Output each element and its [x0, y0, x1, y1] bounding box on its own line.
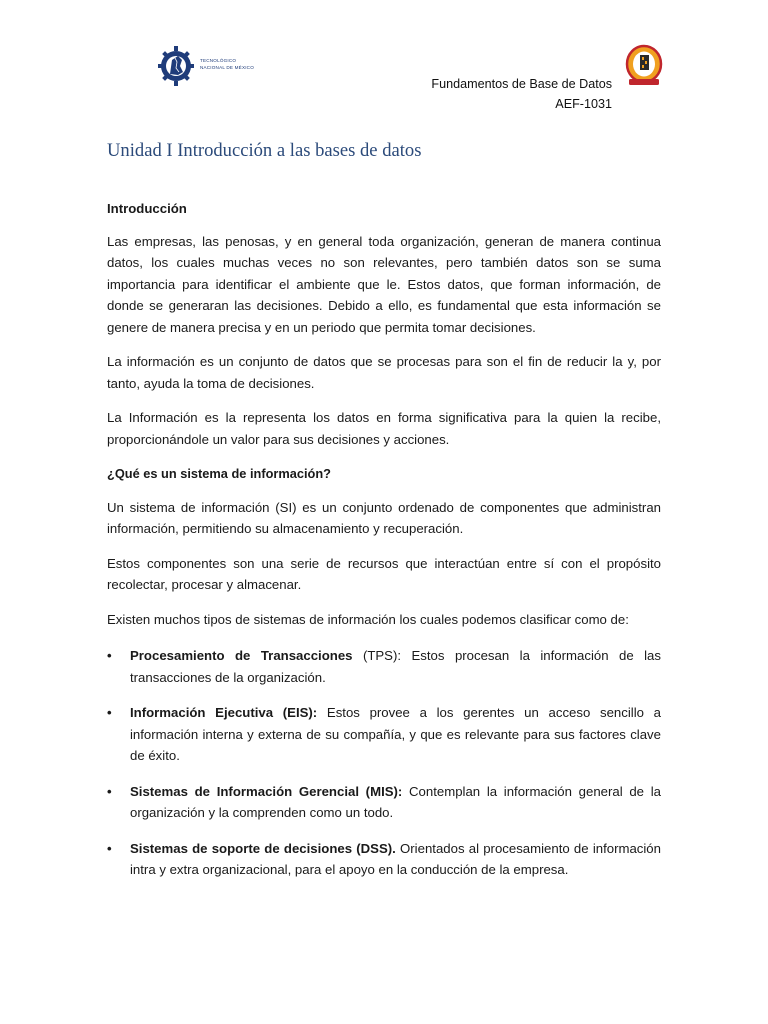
- item-abbr: (TPS):: [352, 648, 402, 663]
- document-body: [107, 198, 661, 895]
- paragraph: Las empresas, las penosas, y en general toda organización, generan de manera continua datos, los cuales muchas veces no son relevantes, pero también datos son se suma importancia para identificar el ambiente que le. Estos datos, que forman información, de donde se generaran las decisiones. Debido a ello, es fundamental que esta información se genere de manera precisa y en un periodo que permita tomar decisiones.: [107, 233, 661, 335]
- item-term: Información Ejecutiva (EIS):: [130, 705, 318, 720]
- item-desc: Estos provee a los gerentes un acceso sencillo a información interna y externa de su compañía, y que es relevante para sus factores clave de éxito.: [130, 705, 662, 763]
- bullet-icon: •: [107, 648, 112, 663]
- list-item: [107, 781, 661, 824]
- course-name: Fundamentos de Base de Datos: [431, 77, 612, 91]
- course-code: AEF-1031: [555, 97, 612, 111]
- paragraph: Un sistema de información (SI) es un conjunto ordenado de componentes que administran información, permitiendo su almacenamiento y recuperación.: [107, 499, 661, 536]
- item-term: Sistemas de soporte de decisiones (DSS).: [130, 840, 396, 856]
- bullet-icon: •: [107, 783, 112, 799]
- section-heading-sistema-informacion: ¿Qué es un sistema de información?: [107, 466, 331, 481]
- logo-line-1: TECNOLÓGICO: [200, 58, 237, 63]
- unit-title: Unidad I Introducción a las bases de datos: [107, 140, 422, 161]
- section-heading-introduccion: Introducción: [107, 201, 187, 216]
- bullet-icon: •: [107, 705, 112, 720]
- institute-seal-icon: [625, 44, 663, 88]
- paragraph: La Información es la representa los datos en forma significativa para la quien la recibe, proporcionándole un valor para sus decisiones y acciones.: [107, 410, 661, 447]
- header-course-info: [431, 74, 612, 114]
- paragraph: La información es un conjunto de datos que se procesas para son el fin de reducir la y, por tanto, ayuda la toma de decisiones.: [107, 354, 661, 391]
- item-desc: Estos procesan la información de las transacciones de la organización.: [130, 648, 661, 685]
- list-item: [107, 702, 661, 767]
- bullet-icon: •: [107, 840, 112, 856]
- paragraph: Existen muchos tipos de sistemas de información los cuales podemos clasificar como de:: [107, 611, 629, 627]
- logo-line-2: NACIONAL DE MÉXICO: [200, 65, 254, 70]
- system-types-list: [107, 645, 661, 881]
- list-item: [107, 838, 661, 881]
- item-term: Sistemas de Información Gerencial (MIS):: [130, 783, 403, 799]
- list-item: [107, 645, 661, 688]
- item-desc: Orientados al procesamiento de información intra y extra organizacional, para el apoyo en la conducción de la empresa.: [130, 840, 661, 877]
- item-desc: Contemplan la información general de la organización y la comprenden como un todo.: [130, 783, 661, 820]
- tecnm-logo: [158, 44, 254, 88]
- paragraph: Estos componentes son una serie de recursos que interactúan entre sí con el propósito recolectar, procesar y almacenar.: [107, 555, 661, 592]
- item-term: Procesamiento de Transacciones: [130, 648, 353, 663]
